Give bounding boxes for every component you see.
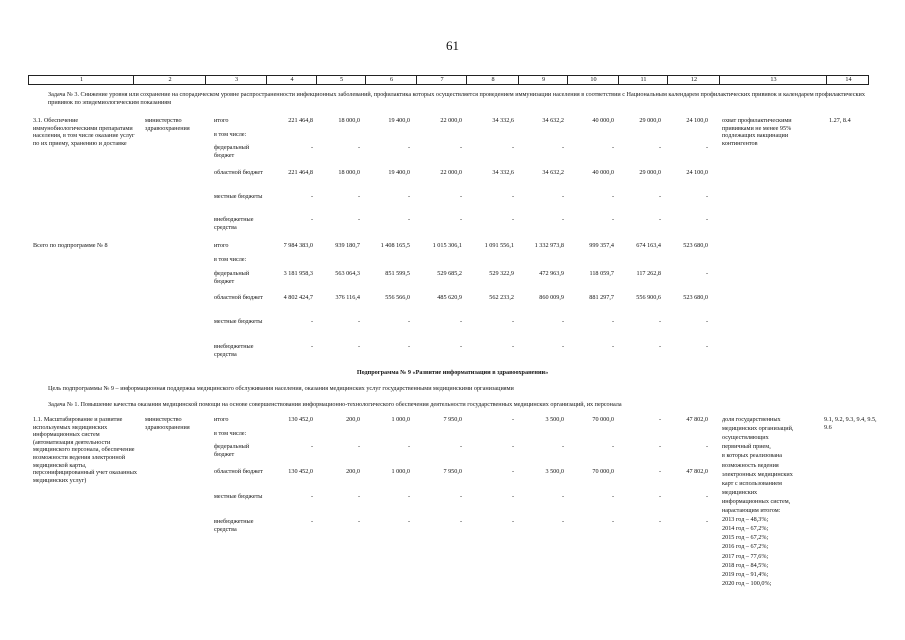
header-cell: 12 — [690, 76, 698, 83]
value-cell: 22 000,0 — [440, 117, 462, 124]
funding-source-label: в том числе: — [214, 256, 247, 263]
value-cell: 34 632,2 — [542, 169, 564, 176]
value-cell: 34 332,6 — [492, 169, 514, 176]
value-cell: 523 680,0 — [683, 294, 708, 301]
value-cell: - — [357, 518, 360, 525]
value-cell: 29 000,0 — [639, 117, 661, 124]
target-indicator-line: 2014 год – 67,2%; — [722, 525, 769, 533]
activity-name: 1.1. Масштабирование и развитие используемых медицинских информационных систем (автоматизация деятельности медицинского персонала, обеспечение возможности ведения электронной медицинской карты, персонифицированный учет оказанных медицинских услуг) — [33, 416, 137, 484]
value-cell: - — [561, 318, 564, 325]
value-cell: 7 950,0 — [443, 416, 462, 423]
value-cell: 851 599,5 — [385, 270, 410, 277]
target-indicator-line: медицинских организаций, — [722, 425, 794, 433]
value-cell: 7 950,0 — [443, 468, 462, 475]
value-cell: 376 116,4 — [335, 294, 360, 301]
value-cell: - — [459, 493, 462, 500]
value-cell: 860 009,9 — [539, 294, 564, 301]
value-cell: 556 900,6 — [636, 294, 661, 301]
value-cell: - — [658, 443, 661, 450]
value-cell: - — [511, 443, 514, 450]
value-cell: - — [310, 318, 313, 325]
funding-source-label: внебюджетные средства — [214, 343, 254, 358]
value-cell: - — [658, 493, 661, 500]
value-cell: - — [357, 318, 360, 325]
value-cell: - — [459, 343, 462, 350]
value-cell: - — [705, 193, 708, 200]
header-cell: 9 — [541, 76, 546, 83]
value-cell: - — [357, 144, 360, 151]
value-cell: - — [357, 493, 360, 500]
value-cell: - — [658, 318, 661, 325]
target-indicator-line: осуществляющих — [722, 434, 769, 442]
value-cell: 40 000,0 — [592, 169, 614, 176]
value-cell: 24 100,0 — [686, 169, 708, 176]
header-cell: 11 — [640, 76, 647, 83]
header-cell: 3 — [234, 76, 239, 83]
value-cell: 1 091 556,1 — [484, 242, 514, 249]
target-indicator-line: 2016 год – 67,2%; — [722, 543, 769, 551]
value-cell: - — [561, 493, 564, 500]
executor: министерство здравоохранения — [145, 416, 190, 431]
value-cell: 34 632,2 — [542, 117, 564, 124]
value-cell: - — [407, 216, 410, 223]
header-cell: 4 — [290, 76, 294, 83]
value-cell: - — [459, 144, 462, 151]
target-indicator-line: информационных систем, — [722, 497, 791, 505]
value-cell: 7 984 383,0 — [283, 242, 313, 249]
target-indicator-line: электронных медицинских — [722, 470, 793, 478]
target-indicator-line: 2015 год – 67,2%; — [722, 534, 769, 542]
funding-source-label: областной бюджет — [214, 468, 263, 475]
value-cell: 999 357,4 — [589, 242, 614, 249]
target-indicator-line: медицинских — [722, 488, 758, 496]
value-cell: - — [658, 193, 661, 200]
header-cell: 13 — [770, 76, 777, 83]
value-cell: - — [658, 416, 661, 423]
funding-source-label: в том числе: — [214, 131, 247, 138]
value-cell: 29 000,0 — [639, 169, 661, 176]
funding-source-label: итого — [214, 416, 229, 423]
value-cell: - — [407, 193, 410, 200]
value-cell: - — [459, 193, 462, 200]
value-cell: - — [705, 518, 708, 525]
value-cell: 563 064,3 — [335, 270, 360, 277]
subprogram-title: Подпрограмма № 9 «Развитие информатизации в здравоохранении» — [356, 369, 549, 376]
value-cell: - — [658, 343, 661, 350]
value-cell: - — [511, 468, 514, 475]
value-cell: - — [407, 144, 410, 151]
target-indicator-line: в которых реализована — [722, 452, 783, 460]
value-cell: 118 059,7 — [589, 270, 614, 277]
target-indicator: охват профилактическими прививками не менее 95% подлежащих вакцинации контингентов — [722, 117, 792, 147]
value-cell: - — [705, 443, 708, 450]
value-cell: - — [705, 343, 708, 350]
value-cell: 18 000,0 — [338, 117, 360, 124]
value-cell: - — [459, 318, 462, 325]
value-cell: 556 566,0 — [385, 294, 410, 301]
value-cell: - — [511, 493, 514, 500]
value-cell: - — [407, 493, 410, 500]
funding-source-label: итого — [214, 117, 229, 124]
funding-source-label: внебюджетные средства — [214, 518, 254, 533]
value-cell: 674 163,4 — [636, 242, 661, 249]
funding-source-label: федеральный бюджет — [214, 443, 250, 458]
activity-name: 3.1. Обеспечение иммунобиологическими препаратами населения, в том числе оказание услуг по их приему, хранению и доставке — [33, 117, 135, 147]
executor: министерство здравоохранения — [145, 117, 190, 132]
value-cell: 19 400,0 — [388, 169, 410, 176]
header-cell: 8 — [491, 76, 495, 83]
table-header-row — [28, 75, 869, 85]
value-cell: - — [310, 343, 313, 350]
value-cell: 19 400,0 — [388, 117, 410, 124]
funding-source-label: в том числе: — [214, 430, 247, 437]
value-cell: - — [511, 144, 514, 151]
subprogram-goal: Цель подпрограммы № 9 – информационная поддержка медицинского обслуживания населения, оказания медицинских услуг государственными медицинскими организациями — [48, 385, 514, 392]
value-cell: 47 802,0 — [686, 468, 708, 475]
value-cell: - — [407, 343, 410, 350]
value-cell: 40 000,0 — [592, 117, 614, 124]
value-cell: 1 000,0 — [391, 416, 410, 423]
header-cell: 5 — [339, 76, 344, 83]
page-number: 61 — [446, 38, 459, 53]
value-cell: - — [310, 443, 313, 450]
value-cell: - — [705, 493, 708, 500]
target-indicator-line: 2020 год – 100,0%; — [722, 579, 772, 587]
value-cell: - — [459, 518, 462, 525]
value-cell: - — [611, 144, 614, 151]
value-cell: 939 180,7 — [335, 242, 360, 249]
header-cell: 1 — [79, 76, 84, 83]
value-cell: 47 802,0 — [686, 416, 708, 423]
value-cell: 562 233,2 — [489, 294, 514, 301]
value-cell: - — [357, 343, 360, 350]
value-cell: - — [658, 468, 661, 475]
target-indicator-line: 2013 год – 48,3%; — [722, 516, 769, 524]
value-cell: - — [658, 144, 661, 151]
value-cell: - — [658, 518, 661, 525]
value-cell: 1 015 306,1 — [432, 242, 462, 249]
value-cell: - — [511, 318, 514, 325]
value-cell: - — [511, 416, 514, 423]
value-cell: - — [611, 518, 614, 525]
value-cell: 34 332,6 — [492, 117, 514, 124]
value-cell: - — [310, 193, 313, 200]
value-cell: 1 000,0 — [391, 468, 410, 475]
header-cell: 2 — [168, 76, 172, 83]
value-cell: 529 322,9 — [489, 270, 514, 277]
value-cell: 200,0 — [346, 416, 360, 423]
value-cell: - — [511, 216, 514, 223]
value-cell: - — [310, 144, 313, 151]
value-cell: 1 332 973,8 — [534, 242, 564, 249]
value-cell: 3 500,0 — [545, 416, 564, 423]
funding-source-label: областной бюджет — [214, 294, 263, 301]
indicator-links: 1.27, 8.4 — [829, 117, 851, 124]
header-cell: 14 — [845, 76, 852, 83]
funding-source-label: федеральный бюджет — [214, 270, 250, 285]
value-cell: 881 297,7 — [589, 294, 614, 301]
value-cell: 200,0 — [346, 468, 360, 475]
value-cell: - — [407, 443, 410, 450]
value-cell: 70 000,0 — [592, 416, 614, 423]
value-cell: - — [459, 443, 462, 450]
target-indicator-line: 2017 год – 77,6%; — [722, 552, 769, 560]
value-cell: 70 000,0 — [592, 468, 614, 475]
value-cell: - — [407, 318, 410, 325]
value-cell: - — [611, 493, 614, 500]
target-indicator-line: доля государственных — [722, 416, 781, 423]
value-cell: 529 685,2 — [437, 270, 462, 277]
value-cell: - — [611, 343, 614, 350]
value-cell: 130 452,0 — [288, 468, 313, 475]
value-cell: - — [310, 493, 313, 500]
value-cell: - — [357, 193, 360, 200]
funding-source-label: внебюджетные средства — [214, 216, 254, 231]
funding-source-label: местные бюджеты — [214, 318, 263, 325]
value-cell: 22 000,0 — [440, 169, 462, 176]
value-cell: 130 452,0 — [288, 416, 313, 423]
target-indicator-line: 2018 год – 84,5%; — [722, 561, 769, 569]
value-cell: - — [511, 193, 514, 200]
target-indicator-line: карт с использованием — [722, 479, 782, 487]
subprogram-total: Всего по подпрограмме № 8 — [33, 242, 108, 249]
value-cell: - — [611, 318, 614, 325]
target-indicator-line: возможность ведения — [722, 461, 779, 469]
value-cell: - — [611, 216, 614, 223]
target-indicator-line: 2019 год – 91,4%; — [722, 570, 769, 578]
value-cell: - — [511, 518, 514, 525]
funding-source-label: федеральный бюджет — [214, 144, 250, 159]
target-indicator-line: первичный прием, — [722, 443, 771, 451]
value-cell: 472 963,9 — [539, 270, 564, 277]
value-cell: - — [705, 216, 708, 223]
value-cell: - — [658, 216, 661, 223]
value-cell: 18 000,0 — [338, 169, 360, 176]
value-cell: - — [459, 216, 462, 223]
value-cell: - — [561, 343, 564, 350]
value-cell: 221 464,8 — [288, 117, 313, 124]
value-cell: - — [357, 443, 360, 450]
value-cell: - — [407, 518, 410, 525]
funding-source-label: местные бюджеты — [214, 493, 263, 500]
value-cell: - — [611, 193, 614, 200]
value-cell: - — [705, 318, 708, 325]
value-cell: 4 802 424,7 — [283, 294, 313, 301]
value-cell: - — [561, 144, 564, 151]
value-cell: 3 500,0 — [545, 468, 564, 475]
value-cell: - — [705, 270, 708, 277]
value-cell: - — [310, 518, 313, 525]
value-cell: 1 408 165,5 — [380, 242, 410, 249]
value-cell: 221 464,8 — [288, 169, 313, 176]
value-cell: 523 680,0 — [683, 242, 708, 249]
value-cell: 117 262,8 — [636, 270, 661, 277]
header-cell: 6 — [389, 76, 394, 83]
task-heading: Задача № 3. Снижение уровня или сохранение на спорадическом уровне распространенности инфекционных заболеваний, профилактика которых осуществляется проведением иммунизации населения в соответствии с Национальным календарем профилактических прививок и календарем профилактических прививок по эпидемиологическим показаниям — [48, 91, 865, 106]
indicator-links: 9.1, 9.2, 9.3, 9.4, 9.5, 9.6 — [824, 416, 877, 431]
value-cell: 3 181 958,3 — [283, 270, 313, 277]
header-cell: 7 — [440, 76, 444, 83]
funding-source-label: местные бюджеты — [214, 193, 263, 200]
value-cell: 485 620,9 — [437, 294, 462, 301]
value-cell: - — [511, 343, 514, 350]
value-cell: 24 100,0 — [686, 117, 708, 124]
funding-source-label: областной бюджет — [214, 169, 263, 176]
value-cell: - — [561, 193, 564, 200]
value-cell: - — [357, 216, 360, 223]
value-cell: - — [611, 443, 614, 450]
header-cell: 10 — [590, 76, 597, 83]
task-heading: Задача № 1. Повышение качества оказания медицинской помощи на основе совершенствования информационно-технологического обеспечения деятельности государственных медицинских организаций, их персонала — [48, 401, 622, 408]
target-indicator-line: нарастающим итогом: — [722, 507, 781, 514]
value-cell: - — [561, 216, 564, 223]
funding-source-label: итого — [214, 242, 229, 249]
value-cell: - — [705, 144, 708, 151]
value-cell: - — [310, 216, 313, 223]
value-cell: - — [561, 518, 564, 525]
value-cell: - — [561, 443, 564, 450]
